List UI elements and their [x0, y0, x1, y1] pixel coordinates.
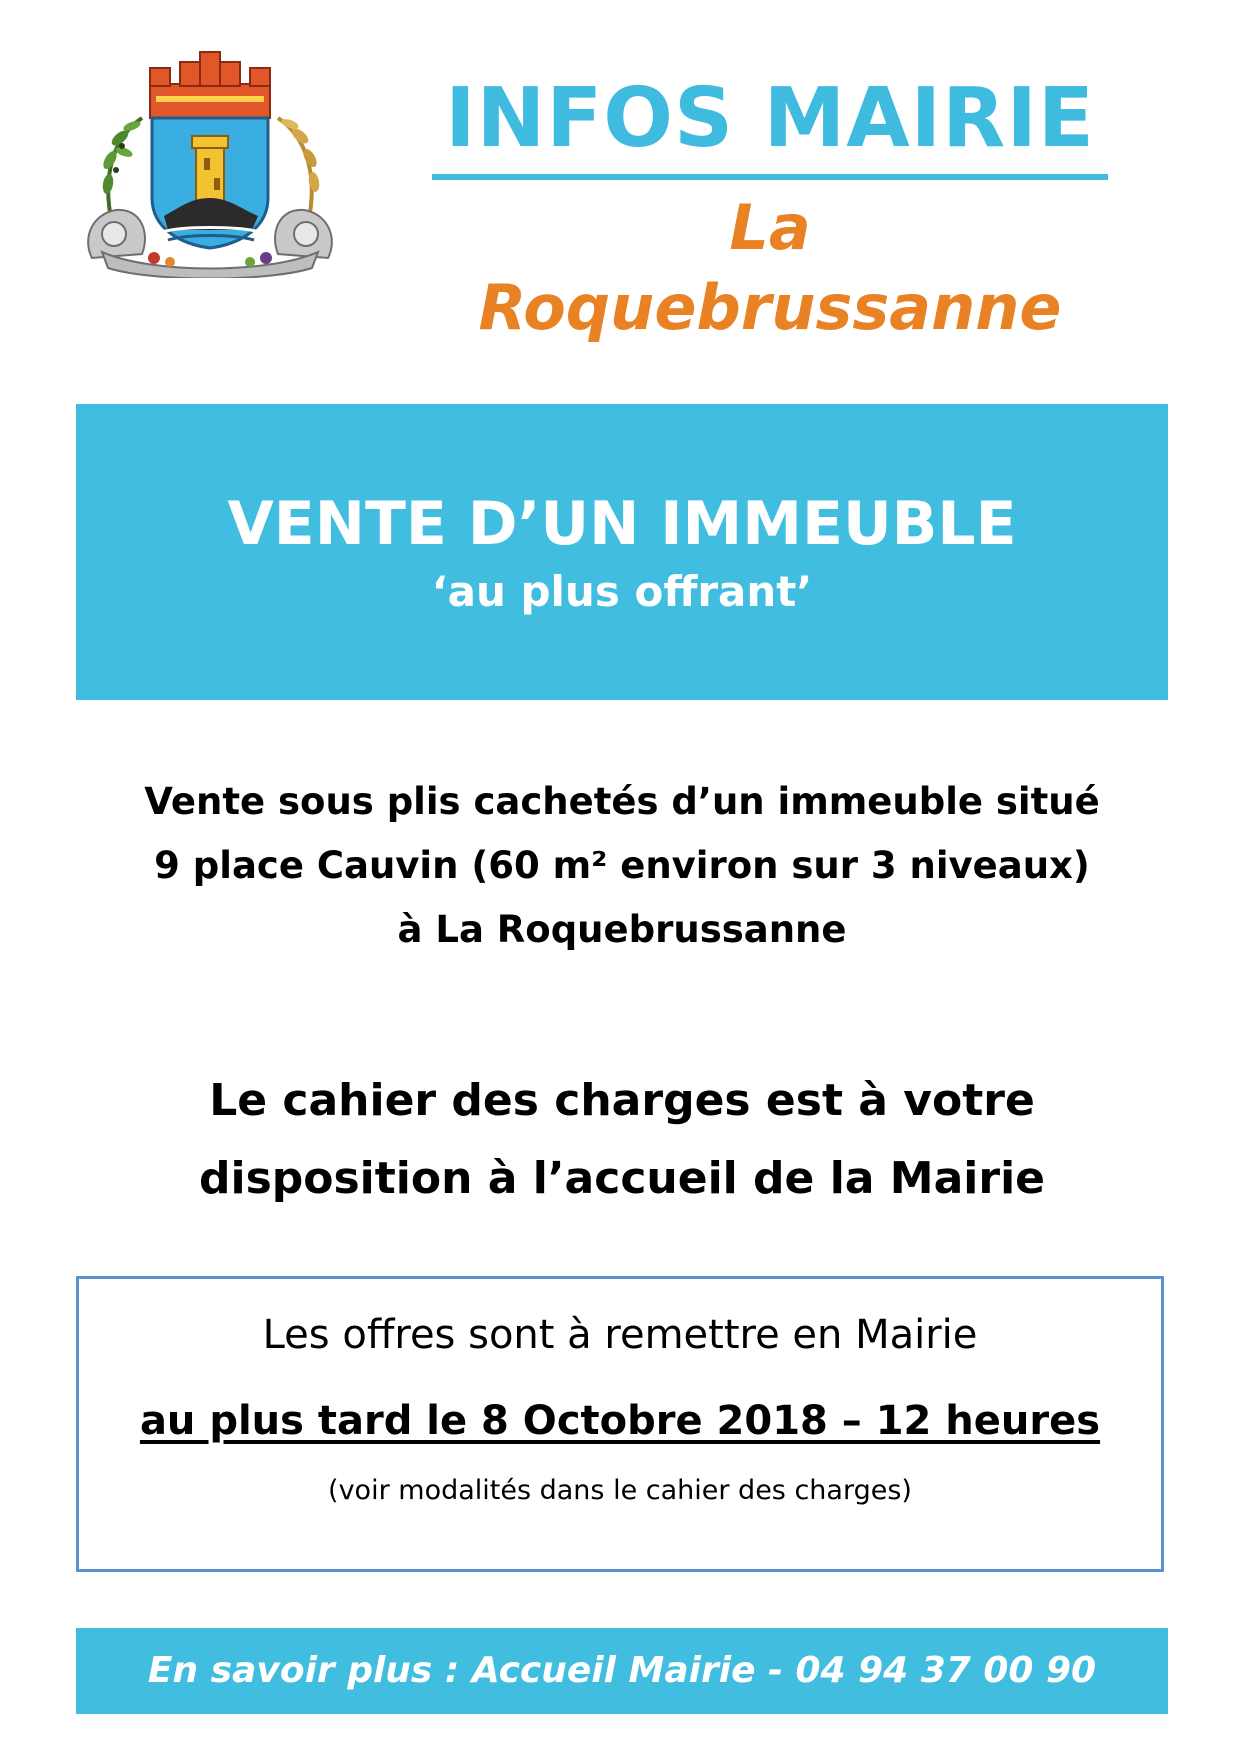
contact-footer: En savoir plus : Accueil Mairie - 04 94 37 00 90 — [76, 1628, 1168, 1714]
charges-notice — [76, 1062, 1168, 1218]
ornament-left-icon — [88, 210, 145, 258]
offers-box — [76, 1276, 1164, 1572]
charges-line: disposition à l’accueil de la Mairie — [199, 1153, 1045, 1204]
charges-line: Le cahier des charges est à votre — [209, 1075, 1035, 1126]
mural-crown-icon — [150, 52, 270, 118]
ornament-right-icon — [275, 210, 332, 258]
header — [430, 70, 1110, 348]
description-line: 9 place Cauvin (60 m² environ sur 3 niveaux) — [154, 844, 1090, 887]
banner-subtitle: ‘au plus offrant’ — [431, 567, 813, 616]
olive-branch-icon — [101, 118, 142, 223]
offers-deadline: au plus tard le 8 Octobre 2018 – 12 heures — [139, 1398, 1101, 1444]
header-title: INFOS MAIRIE — [445, 71, 1095, 166]
banner-title: VENTE D’UN IMMEUBLE — [227, 489, 1017, 559]
shield-icon — [152, 118, 268, 248]
property-description — [76, 770, 1168, 962]
offers-intro: Les offres sont à remettre en Mairie — [262, 1312, 978, 1358]
town-name: La Roquebrussanne — [478, 191, 1062, 344]
wheat-sheaf-icon — [278, 117, 321, 223]
coat-of-arms-logo — [72, 48, 348, 278]
sale-banner — [76, 404, 1168, 700]
description-line: à La Roquebrussanne — [397, 908, 847, 951]
offers-note: (voir modalités dans le cahier des charges) — [328, 1475, 912, 1506]
ribbon-base-icon — [102, 252, 318, 278]
description-line: Vente sous plis cachetés d’un immeuble situé — [144, 780, 1100, 823]
header-divider — [432, 174, 1108, 180]
